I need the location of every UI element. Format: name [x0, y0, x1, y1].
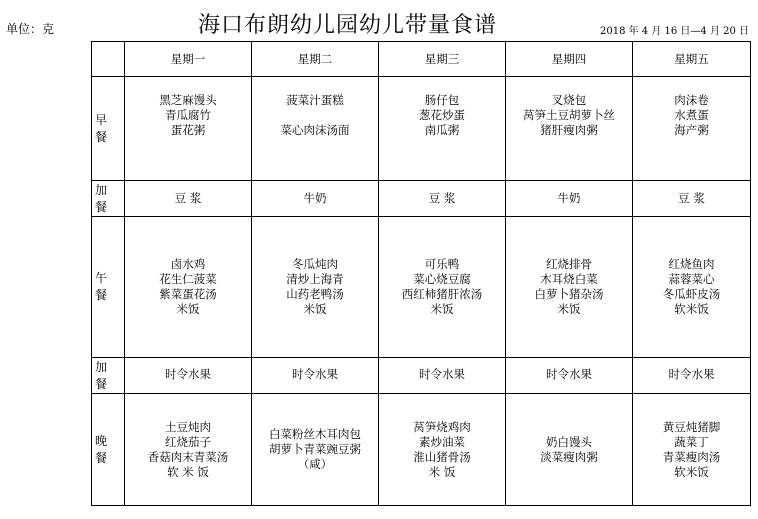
- menu-item: 青菜瘦肉汤: [662, 449, 721, 464]
- meal-row-lunch: [92, 217, 751, 358]
- menu-cell: [252, 181, 379, 217]
- unit-label: 单位：克: [6, 22, 55, 36]
- menu-cell: [125, 181, 252, 217]
- menu-cell: [379, 181, 506, 217]
- menu-item: [252, 108, 378, 123]
- meal-row-dinner: [92, 394, 751, 506]
- menu-item: 蔬菜丁: [674, 434, 709, 449]
- meal-label-char: 餐: [95, 288, 108, 302]
- menu-item: 软米饭: [674, 302, 709, 316]
- menu-cell: [633, 181, 751, 217]
- menu-item: 菠菜汁蛋糕: [286, 93, 344, 107]
- menu-item: 莴笋烧鸡肉: [413, 419, 471, 434]
- menu-item: 软 米 饭: [167, 464, 209, 479]
- menu-item: 红烧茄子: [165, 434, 211, 449]
- menu-item: 清炒上海青: [286, 272, 344, 286]
- menu-item: 白菜粉丝木耳肉包: [269, 427, 361, 441]
- menu-cell: [506, 77, 633, 181]
- menu-item: 米饭: [303, 302, 327, 316]
- menu-item: 白萝卜猪杂汤: [534, 287, 604, 301]
- meal-label-char: 加: [95, 359, 108, 374]
- meal-row-afternoon-snack: [92, 358, 751, 394]
- menu-item: 淮山猪骨汤: [413, 449, 471, 464]
- menu-item: 葱花炒蛋: [419, 108, 465, 122]
- menu-item: 豆 浆: [428, 191, 456, 205]
- menu-item: 水煮蛋: [674, 108, 709, 122]
- menu-item: 肉沫卷: [674, 93, 709, 107]
- meal-label-char: 餐: [95, 376, 108, 391]
- menu-cell: [125, 394, 252, 506]
- day-header: 星期四: [506, 42, 633, 77]
- menu-item: 奶白馒头: [546, 434, 592, 449]
- menu-item: 山药老鸭汤: [286, 287, 344, 301]
- menu-item: 米饭: [557, 302, 581, 316]
- menu-item: 紫菜蛋花汤: [159, 287, 217, 301]
- menu-item: 时令水果: [292, 367, 338, 381]
- menu-cell: [506, 358, 633, 394]
- menu-item: 黑芝麻馒头: [159, 93, 217, 107]
- menu-item: 可乐鸭: [424, 257, 460, 271]
- menu-item: 卤水鸡: [170, 257, 206, 271]
- menu-cell: [252, 358, 379, 394]
- menu-cell: [125, 358, 252, 394]
- menu-item: 香菇肉末青菜汤: [147, 449, 229, 464]
- menu-cell: [379, 394, 506, 506]
- meal-label-char: 餐: [95, 199, 108, 214]
- day-header: 星期五: [633, 42, 751, 77]
- meal-label-char: 餐: [95, 450, 108, 465]
- menu-item: 肠仔包: [424, 93, 460, 107]
- menu-item: 豆 浆: [174, 191, 202, 205]
- menu-item: （咸）: [297, 457, 333, 471]
- menu-cell: [252, 217, 379, 358]
- meal-label-char: 早: [95, 112, 108, 127]
- menu-item: 素炒油菜: [419, 434, 465, 449]
- menu-item: 红烧鱼肉: [668, 257, 715, 271]
- meal-label: [92, 77, 125, 181]
- menu-item: 红烧排骨: [546, 257, 592, 271]
- menu-item: 西红柿猪肝浓汤: [401, 287, 483, 301]
- menu-table: [91, 41, 751, 506]
- day-header: 星期三: [379, 42, 506, 77]
- menu-cell: [379, 77, 506, 181]
- menu-item: 青瓜腐竹: [165, 108, 211, 122]
- menu-cell: [125, 77, 252, 181]
- menu-item: 时令水果: [668, 367, 715, 381]
- meal-label-char: 餐: [95, 129, 108, 144]
- meal-label: [92, 394, 125, 506]
- meal-label: [92, 217, 125, 358]
- menu-item: 菜心肉沫汤面: [280, 123, 350, 137]
- menu-item: 冬瓜虾皮汤: [662, 287, 721, 301]
- menu-item: 蒜蓉菜心: [668, 272, 715, 286]
- menu-cell: [633, 358, 751, 394]
- menu-item: 莴笋土豆胡萝卜丝: [523, 108, 615, 122]
- menu-cell: [506, 217, 633, 358]
- menu-item: 叉烧包: [551, 93, 587, 107]
- menu-item: 蛋花粥: [170, 123, 206, 137]
- menu-cell: [633, 77, 751, 181]
- menu-item: 花生仁菠菜: [159, 272, 217, 286]
- meal-row-breakfast: [92, 77, 751, 181]
- menu-item: 冬瓜炖肉: [292, 257, 338, 271]
- header-row: [92, 42, 751, 77]
- meal-label-char: 加: [95, 182, 108, 197]
- meal-label-char: 晚: [95, 433, 108, 448]
- menu-cell: [125, 217, 252, 358]
- menu-item: 豆 浆: [678, 191, 705, 205]
- meal-label-char: 午: [95, 271, 108, 285]
- menu-item: 牛奶: [303, 191, 327, 205]
- day-header: 星期一: [125, 42, 252, 77]
- menu-item: 海产粥: [674, 123, 709, 137]
- date-range: 2018 年 4 月 16 日—4 月 20 日: [600, 26, 750, 37]
- menu-item: 时令水果: [419, 367, 465, 381]
- menu-item: 米饭: [430, 302, 454, 316]
- menu-item: 软米饭: [674, 464, 709, 479]
- corner-cell: [92, 42, 125, 77]
- menu-item: 猪肝瘦肉粥: [540, 123, 598, 137]
- menu-cell: [506, 394, 633, 506]
- menu-item: 淡菜瘦肉粥: [540, 449, 598, 464]
- meal-row-morning-snack: [92, 181, 751, 217]
- menu-cell: [633, 217, 751, 358]
- menu-item: 木耳烧白菜: [540, 272, 598, 286]
- meal-label: [92, 181, 125, 217]
- menu-cell: [379, 217, 506, 358]
- menu-item: 米 饭: [428, 464, 456, 479]
- menu-cell: [633, 394, 751, 506]
- menu-cell: [506, 181, 633, 217]
- day-header: 星期二: [252, 42, 379, 77]
- menu-item: 牛奶: [557, 191, 581, 205]
- menu-cell: [252, 77, 379, 181]
- menu-cell: [252, 394, 379, 506]
- menu-item: 时令水果: [165, 367, 211, 381]
- menu-item: 南瓜粥: [424, 123, 460, 137]
- menu-item: 时令水果: [546, 367, 592, 381]
- menu-item: 黄豆炖猪脚: [662, 419, 721, 434]
- menu-item: 菜心烧豆腐: [413, 272, 471, 286]
- page-title: 海口布朗幼儿园幼儿带量食谱: [198, 13, 498, 38]
- menu-item: 胡萝卜青菜豌豆粥: [269, 442, 361, 456]
- menu-item: 土豆炖肉: [165, 419, 211, 434]
- menu-item: 米饭: [176, 302, 200, 316]
- meal-label: [92, 358, 125, 394]
- menu-cell: [379, 358, 506, 394]
